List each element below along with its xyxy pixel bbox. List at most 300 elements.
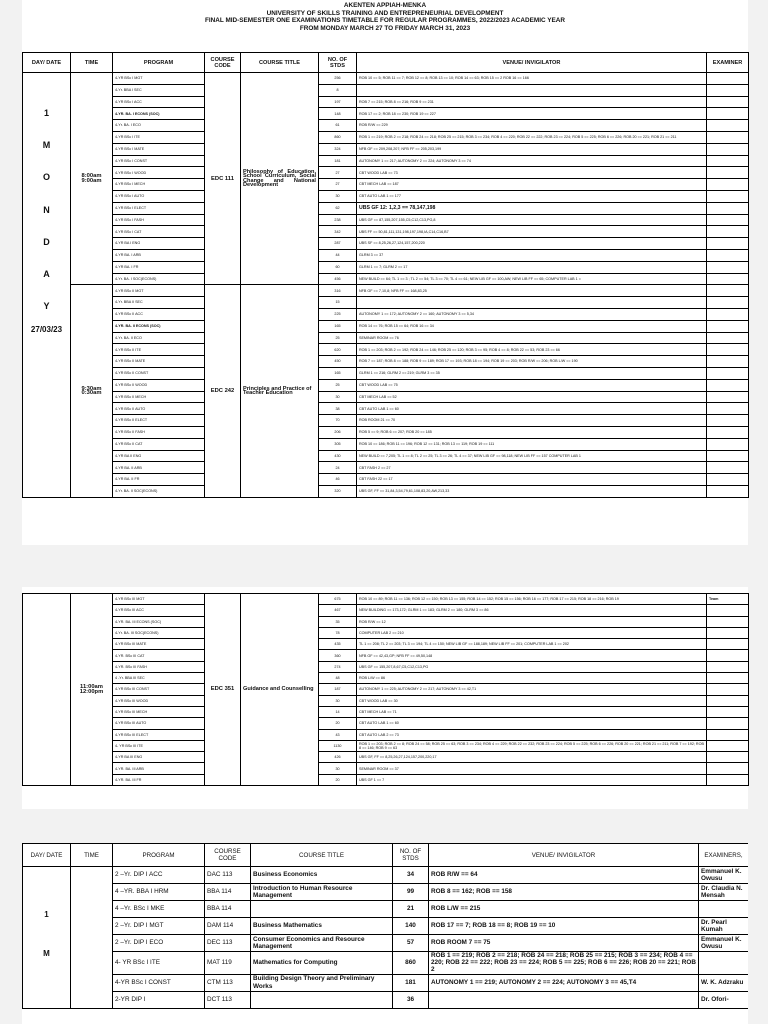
program-cell: 2 –Yr. DIP I ACC <box>113 867 205 884</box>
table-row <box>23 661 749 672</box>
examiner-cell <box>707 450 749 462</box>
program-cell: 4-YR BSc I ITE <box>113 131 205 143</box>
table-row <box>23 367 749 379</box>
stds-cell: 57 <box>393 935 429 952</box>
examiner-cell <box>707 238 749 250</box>
col-examiners: EXAMINERS, <box>699 844 749 867</box>
examiner-cell <box>707 462 749 474</box>
examiner-cell <box>707 752 749 763</box>
course-title-cell: Introduction to Human Resource Management <box>251 884 393 901</box>
table-row <box>23 214 749 226</box>
program-cell: 4-YR BA. II FR <box>113 474 205 486</box>
table-row <box>23 108 749 120</box>
table-row <box>23 695 749 706</box>
table-row <box>23 485 749 497</box>
program-cell: 4-YR BSc II CONST <box>113 367 205 379</box>
program-cell: 4-YR BSc III ELECT <box>113 729 205 740</box>
venue-cell: ROB 14 == 76; ROB 15 == 64; ROB 16 == 34 <box>357 320 707 332</box>
table-row <box>23 918 749 935</box>
examiner-cell <box>699 952 749 975</box>
course-title-cell: Principles and Practice of Teacher Education <box>241 285 319 497</box>
timetable-page-3 <box>22 843 748 1024</box>
program-cell: 4-YR. BA. III FR <box>113 774 205 785</box>
examiner-cell <box>707 403 749 415</box>
program-cell: 4-Yr. BA. I ECO <box>113 120 205 132</box>
col-day-date: DAY/ DATE <box>23 53 71 73</box>
program-cell: 4-YR BSc III ACC <box>113 605 205 616</box>
examiner-cell <box>707 695 749 706</box>
venue-cell: GLRM 1 == 7; GLRM 2 == 17 <box>357 261 707 273</box>
venue-cell: CBT AUTO LAB 1 == 60 <box>357 718 707 729</box>
program-cell: 4-YR BSc II MGT <box>113 285 205 297</box>
examiner-cell <box>707 605 749 616</box>
table-row <box>23 729 749 740</box>
col-course-code: COURSE CODE <box>205 844 251 867</box>
venue-cell: ROB 17 == 2; ROB 18 == 230; ROB 19 == 227 <box>357 108 707 120</box>
col-program: PROGRAM <box>113 53 205 73</box>
document-header <box>22 0 748 32</box>
table-row <box>23 202 749 214</box>
stds-cell: 30 <box>319 763 357 774</box>
col-course-title: COURSE TITLE <box>251 844 393 867</box>
program-cell: 4-YR BSc II CAT <box>113 438 205 450</box>
program-cell: 4-YR BSc II MECH <box>113 391 205 403</box>
col-course-title: COURSE TITLE <box>241 53 319 73</box>
examiner-cell <box>707 273 749 285</box>
stds-cell: 36 <box>393 991 429 1008</box>
stds-cell: 70 <box>319 415 357 427</box>
venue-cell: ROB 1 == 203; ROB 2 == 192; ROB 24 == 146; ROB 25 == 120; ROB 3 == 95; ROB 4 == 8; ROB 22 == 53; ROB 23 == 66 <box>357 344 707 356</box>
table-row <box>23 594 749 605</box>
venue-cell: UBS FF == 50,81,111,131,198,197,198,IA,C14,C16,B7 <box>357 226 707 238</box>
program-cell: 4-YR. BSc III CAT <box>113 650 205 661</box>
stds-cell: 44 <box>319 249 357 261</box>
venue-cell: CBT AUTO LAB 2 == 73 <box>357 729 707 740</box>
table-row <box>23 991 749 1008</box>
stds-cell: 43 <box>319 729 357 740</box>
stds-cell: 48 <box>319 673 357 684</box>
examiner-cell: Dr. Ofori- <box>699 991 749 1008</box>
venue-cell <box>357 84 707 96</box>
stds-cell: 8 <box>319 84 357 96</box>
stds-cell: 165 <box>319 367 357 379</box>
col-time: TIME <box>71 844 113 867</box>
stds-cell: 140 <box>393 918 429 935</box>
course-title-cell: Building Design Theory and Preliminary Works <box>251 974 393 991</box>
col-no-of-stds: NO. OF STDS <box>393 844 429 867</box>
program-cell: 4-YR BSc I ACC <box>113 96 205 108</box>
venue-cell: ROB 1 == 219; ROB 2 == 218; ROB 24 == 218; ROB 25 == 215; ROB 3 == 234; ROB 4 == 220; ROB 22 == 222; ROB 23 == 224; ROB 5 == 225; ROB 6 == 226; ROB 20 == 221; ROB 2 <box>429 952 699 975</box>
program-cell: 2 –Yr. DIP I ECO <box>113 935 205 952</box>
examiner-cell <box>707 639 749 650</box>
table-row <box>23 740 749 751</box>
examiner-cell <box>707 167 749 179</box>
stds-cell: 61 <box>319 120 357 132</box>
venue-cell: ROB 7 == 215; ROB 8 == 216; ROB 9 == 231 <box>357 96 707 108</box>
table-row <box>23 474 749 486</box>
course-code-cell: EDC 351 <box>205 594 241 786</box>
stds-cell: 15 <box>319 297 357 309</box>
day-letter: Y <box>43 301 50 312</box>
stds-cell: 467 <box>319 605 357 616</box>
stds-cell: 450 <box>319 356 357 368</box>
venue-cell: ROB 17 == 7; ROB 18 == 8; ROB 19 == 10 <box>429 918 699 935</box>
program-cell: 4-YR BSc II ELECT <box>113 415 205 427</box>
examiner-cell <box>707 650 749 661</box>
program-cell: 2 –Yr. DIP I MGT <box>113 918 205 935</box>
venue-cell: AUTONOMY 1 == 225; AUTONOMY 2 == 217; AUTONOMY 3 == 42,T1 <box>357 684 707 695</box>
venue-cell: ROB L/W == 86 <box>357 673 707 684</box>
stds-cell: 99 <box>393 884 429 901</box>
table-row <box>23 285 749 297</box>
examiner-cell <box>707 320 749 332</box>
examiner-cell: Emmanuel K. Owusu <box>699 935 749 952</box>
stds-cell: 60 <box>319 261 357 273</box>
program-cell: 4-YR BA III ENG <box>113 752 205 763</box>
venue-cell: UBS GF, FF == 8,25,26,27,124,157,200,220,17 <box>357 752 707 763</box>
table-row <box>23 143 749 155</box>
table-row <box>23 261 749 273</box>
examiner-cell <box>707 673 749 684</box>
venue-cell: ROB 5 == 9; ROB 6 == 207; ROB 20 == 185 <box>357 426 707 438</box>
venue-cell: ROB R/W == 12 <box>357 616 707 627</box>
venue-cell: CBT WOOD LAB == 73 <box>357 167 707 179</box>
examiner-cell <box>707 179 749 191</box>
header-line-1: AKENTEN APPIAH-MENKA <box>343 2 427 9</box>
stds-cell: 35 <box>319 616 357 627</box>
examiner-cell <box>707 344 749 356</box>
program-cell: 4-YR BA. I ARB <box>113 249 205 261</box>
venue-cell: CBT MECH LAB == 71 <box>357 706 707 717</box>
program-cell: 4-Yr. BA. II ECO <box>113 332 205 344</box>
program-cell: 4-YR BSc II ACC <box>113 308 205 320</box>
venue-cell: TL 1 == 208; TL 2 == 203; TL 3 == 194; TL 4 == 150; NEW LIB GF == 188,189; NEW LIB FF == 201; COMPUTER LAB 1 == 202 <box>357 639 707 650</box>
examiner-cell <box>707 190 749 202</box>
examiner-cell <box>707 143 749 155</box>
examiner-cell: Dr. Claudia N. Mensah <box>699 884 749 901</box>
examiner-cell <box>707 379 749 391</box>
examiner-cell <box>707 285 749 297</box>
program-cell: 4-Yr. BA. II SOC(ECONS) <box>113 485 205 497</box>
examiner-cell <box>707 214 749 226</box>
stds-cell: 14 <box>319 706 357 717</box>
header-line-4: FROM MONDAY MARCH 27 TO FRIDAY MARCH 31, 2023 <box>299 24 471 32</box>
program-cell: 4-YR BSc I ELECT <box>113 202 205 214</box>
stds-cell: 27 <box>319 179 357 191</box>
venue-cell: UBS GF 1 == 7 <box>357 774 707 785</box>
col-day-date: DAY/ DATE <box>23 844 71 867</box>
course-title-cell: Business Mathematics <box>251 918 393 935</box>
day-number: 1 <box>44 910 49 919</box>
course-title-cell: Business Economics <box>251 867 393 884</box>
table-row <box>23 684 749 695</box>
venue-cell: ROB R/W == 229 <box>357 120 707 132</box>
program-cell: 4-YR BSc I CAT <box>113 226 205 238</box>
day-letter: N <box>43 204 50 215</box>
examiner-cell <box>707 297 749 309</box>
examiner-cell <box>707 774 749 785</box>
venue-cell: UBS SF == 8,25,26,27,124,157,200,220 <box>357 238 707 250</box>
stds-cell: 24 <box>319 462 357 474</box>
course-code-cell: DAM 114 <box>205 918 251 935</box>
timetable-table-1 <box>22 52 749 498</box>
stds-cell: 1130 <box>319 740 357 751</box>
table-row <box>23 131 749 143</box>
table-row <box>23 320 749 332</box>
examiner-cell <box>707 131 749 143</box>
table-row <box>23 379 749 391</box>
examiner-cell <box>707 426 749 438</box>
table-row <box>23 650 749 661</box>
stds-cell: 860 <box>319 131 357 143</box>
venue-cell: ROB ROOM 7 == 75 <box>429 935 699 952</box>
program-cell: 4-YR. BSc III FASH <box>113 661 205 672</box>
col-examiner: EXAMINER <box>707 53 749 73</box>
program-cell: 4-Yr. BA. I SOC(ECONS) <box>113 273 205 285</box>
table-row <box>23 450 749 462</box>
examiner-cell <box>699 901 749 918</box>
table-row <box>23 639 749 650</box>
examiner-cell <box>707 308 749 320</box>
stds-cell: 238 <box>319 214 357 226</box>
examiner-cell <box>707 616 749 627</box>
table-row <box>23 167 749 179</box>
venue-cell <box>429 991 699 1008</box>
table-row <box>23 273 749 285</box>
stds-cell: 287 <box>319 238 357 250</box>
examiner-cell: W. K. Adzraku <box>699 974 749 991</box>
stds-cell: 197 <box>319 96 357 108</box>
examiner-cell <box>707 96 749 108</box>
table-row <box>23 308 749 320</box>
day-letter: M <box>43 949 50 959</box>
stds-cell: 20 <box>319 718 357 729</box>
program-cell: 4-Yr. BBA I SEC <box>113 84 205 96</box>
table-row <box>23 438 749 450</box>
table-row <box>23 155 749 167</box>
examiner-cell <box>707 661 749 672</box>
table-row <box>23 332 749 344</box>
table-row <box>23 344 749 356</box>
stds-cell: 206 <box>319 426 357 438</box>
table-row <box>23 415 749 427</box>
day-letter: O <box>42 172 50 183</box>
program-cell: 4-YR BSc III AUTO <box>113 718 205 729</box>
program-cell: 4-YR BSc II ITE <box>113 344 205 356</box>
course-code-cell: DAC 113 <box>205 867 251 884</box>
examiner-cell <box>707 202 749 214</box>
program-cell: 4-YR BSc I WOOD <box>113 167 205 179</box>
examiner-cell <box>707 73 749 85</box>
day-letter: A <box>43 269 50 280</box>
stds-cell: 342 <box>319 226 357 238</box>
stds-cell: 62 <box>319 202 357 214</box>
program-cell: 4-YR BA. II ARB <box>113 462 205 474</box>
table-row <box>23 935 749 952</box>
venue-cell: NFB GF == 7,10,8; NFB FF == 168,83,25 <box>357 285 707 297</box>
course-code-cell: EDC 111 <box>205 73 241 285</box>
stds-cell: 165 <box>319 320 357 332</box>
examiner-cell <box>707 740 749 751</box>
course-title-cell: Guidance and Counselling <box>241 594 319 786</box>
stds-cell: 225 <box>319 308 357 320</box>
time-cell: 8:00am 9:00am <box>71 73 113 285</box>
table-row <box>23 462 749 474</box>
venue-cell <box>357 297 707 309</box>
day-date: 27/03/23 <box>30 325 63 335</box>
col-course-code: COURSE CODE <box>205 53 241 73</box>
examiner-cell <box>707 763 749 774</box>
course-code-cell: BBA 114 <box>205 884 251 901</box>
examiner-cell: Emmanuel K. Owusu <box>699 867 749 884</box>
venue-cell: ROB 7 == 187; ROB 8 == 188; ROB 9 == 189; ROB 17 == 193; ROB 18 == 194; ROB 19 == 203; ROB R/W == 206; ROB L/W == 190 <box>357 356 707 368</box>
stds-cell: 456 <box>319 273 357 285</box>
program-cell: 4-YR BA. I FR <box>113 261 205 273</box>
stds-cell: 430 <box>319 450 357 462</box>
table-row <box>23 867 749 884</box>
stds-cell: 316 <box>319 285 357 297</box>
venue-cell: COMPUTER LAB 2 == 210 <box>357 627 707 638</box>
table-row <box>23 774 749 785</box>
venue-cell: UBS GF, FF == 31,84,3,54,79,61,108,83,20,AW,213,33 <box>357 485 707 497</box>
examiner-cell: Dr. Pearl Kumah <box>699 918 749 935</box>
program-cell: 4-YR. BA. I ECONS (SOC) <box>113 108 205 120</box>
stds-cell: 181 <box>393 974 429 991</box>
program-cell: 4-YR BSc III MECH <box>113 706 205 717</box>
day-date-cell <box>23 73 71 498</box>
program-cell: 2-YR DIP I <box>113 991 205 1008</box>
program-cell: 4-YR BSc II FASH <box>113 426 205 438</box>
table-row <box>23 120 749 132</box>
course-code-cell: MAT 119 <box>205 952 251 975</box>
course-code-cell: DEC 113 <box>205 935 251 952</box>
time-cell <box>71 867 113 1009</box>
course-title-cell <box>251 901 393 918</box>
examiner-cell <box>707 84 749 96</box>
venue-cell: CBT WOOD LAB == 30 <box>357 695 707 706</box>
table-header-row <box>23 53 749 73</box>
stds-cell: 360 <box>319 650 357 661</box>
examiner-cell <box>707 415 749 427</box>
timetable-table-3 <box>22 843 748 1009</box>
stds-cell: 20 <box>319 774 357 785</box>
program-cell: 4-YR BSc I MECH <box>113 179 205 191</box>
venue-cell: CBT MECH LAB == 187 <box>357 179 707 191</box>
venue-cell: SEMINAR ROOM == 37 <box>357 763 707 774</box>
examiner-cell <box>707 356 749 368</box>
table-row <box>23 763 749 774</box>
program-cell: 4-YR BSc III CONST <box>113 684 205 695</box>
venue-cell: CBT AUTO LAB 1 == 177 <box>357 190 707 202</box>
stds-cell: 46 <box>319 474 357 486</box>
course-title-cell: Consumer Economics and Resource Management <box>251 935 393 952</box>
program-cell: 4-YR BSc I MGT <box>113 73 205 85</box>
col-venue-invigilator: VENUE/ INVIGILATOR <box>429 844 699 867</box>
examiner-cell <box>707 729 749 740</box>
venue-cell: NFB GF == 42,43,GP; NFB FF == 49,50,148 <box>357 650 707 661</box>
table-row <box>23 73 749 85</box>
venue-cell: GLRM 1 == 216; GLRM 2 == 219; GLRM 3 == 35 <box>357 367 707 379</box>
course-title-cell: Mathematics for Computing <box>251 952 393 975</box>
header-line-3: FINAL MID-SEMESTER ONE EXAMINATIONS TIMETABLE FOR REGULAR PROGRAMMES, 2022/2023 ACADEMIC YEAR <box>204 17 566 25</box>
table-row <box>23 297 749 309</box>
program-cell: 4 –Yr. BSc I MKE <box>113 901 205 918</box>
table-row <box>23 96 749 108</box>
col-venue-invigilator: VENUE/ INVIGILATOR <box>357 53 707 73</box>
course-code-cell: EDC 242 <box>205 285 241 497</box>
venue-cell: UBS GF 12: 1,2,3 == 78,147,198 <box>357 202 707 214</box>
venue-cell: ROB 10 == 186; ROB 11 == 196; ROB 12 == 131; ROB 13 == 119; ROB 19 == 111 <box>357 438 707 450</box>
table-row <box>23 84 749 96</box>
table-row <box>23 226 749 238</box>
venue-cell: ROB 1 == 203; ROB 2 == 8; ROB 24 == 58; ROB 25 == 63; ROB 3 == 234; ROB 4 == 229; ROB 22 == 232; ROB 23 == 224; ROB 5 == 225; ROB 6 == 226; ROB 20 == 221; ROB 21 == 211; ROB 7 == 192; ROB 8 == 146; ROB 9 == 63 <box>357 740 707 751</box>
examiner-cell <box>707 332 749 344</box>
examiner-cell <box>707 438 749 450</box>
venue-cell: ROB ROOM 21 == 70 <box>357 415 707 427</box>
table-row <box>23 627 749 638</box>
examiner-cell <box>707 485 749 497</box>
venue-cell: ROB 1 == 219; ROB 2 == 218; ROB 24 == 218; ROB 25 == 215; ROB 3 == 234; ROB 4 == 220; ROB 22 == 222; ROB 23 == 224; ROB 5 == 225; ROB 6 == 226; ROB 20 == 221; ROB 21 == 211 <box>357 131 707 143</box>
course-title-cell: Philosophy of Education, School Curriculum, Social Change and National Development <box>241 73 319 285</box>
stds-cell: 181 <box>319 155 357 167</box>
table-header-row <box>23 844 749 867</box>
program-cell: 4-Yr. BA. III SOC(ECONS) <box>113 627 205 638</box>
table-row <box>23 249 749 261</box>
program-cell: 4-YR BSc I CONST <box>113 974 205 991</box>
stds-cell: 274 <box>319 661 357 672</box>
program-cell: 4 -Yr. BBA III SEC <box>113 673 205 684</box>
table-row <box>23 673 749 684</box>
program-cell: 4-YR BA I ENG <box>113 238 205 250</box>
table-row <box>23 974 749 991</box>
examiner-cell <box>707 120 749 132</box>
venue-cell: NFB GF == 209,208,207; NFB FF == 205,203,199 <box>357 143 707 155</box>
table-row <box>23 752 749 763</box>
stds-cell: 25 <box>319 332 357 344</box>
stds-cell: 78 <box>319 627 357 638</box>
table-row <box>23 884 749 901</box>
stds-cell: 320 <box>319 485 357 497</box>
stds-cell: 27 <box>319 167 357 179</box>
col-time: TIME <box>71 53 113 73</box>
venue-cell: CBT FASH 22 == 17 <box>357 474 707 486</box>
stds-cell: 25 <box>319 379 357 391</box>
venue-cell: NEW BUILD == 7,205; TL 1 == 8; TL 2 == 25; TL 3 == 26; TL 4 == 37; NEW LIB GF == 98,118; NEW LIB FF == 157 COMPUTER LAB 1 <box>357 450 707 462</box>
venue-cell: UBS GF == 87,155,207,155,C5,C12,C13,PG,8 <box>357 214 707 226</box>
examiner-cell <box>707 367 749 379</box>
program-cell: 4-Yr. BBA II SEC <box>113 297 205 309</box>
stds-cell: 21 <box>393 901 429 918</box>
program-cell: 4-YR BSc III MGT <box>113 594 205 605</box>
stds-cell: 34 <box>393 867 429 884</box>
program-cell: 4-YR. BA. III ARB <box>113 763 205 774</box>
venue-cell: ROB R/W == 64 <box>429 867 699 884</box>
day-date-cell <box>23 594 71 786</box>
table-row <box>23 238 749 250</box>
venue-cell: ROB 8 == 162; ROB == 158 <box>429 884 699 901</box>
venue-cell: AUTONOMY 1 == 217; AUTONOMY 2 == 224; AUTONOMY 3 == 74 <box>357 155 707 167</box>
table-row <box>23 901 749 918</box>
stds-cell: 38 <box>319 403 357 415</box>
timetable-page-2 <box>22 587 748 809</box>
examiner-cell: Team <box>707 594 749 605</box>
program-cell: 4-YR. BA. III ECONS (SOC) <box>113 616 205 627</box>
examiner-cell <box>707 391 749 403</box>
venue-cell: UBS GF == 155,207,8,67,C5,C12,C13,PG <box>357 661 707 672</box>
stds-cell: 426 <box>319 752 357 763</box>
examiner-cell <box>707 108 749 120</box>
stds-cell: 187 <box>319 684 357 695</box>
